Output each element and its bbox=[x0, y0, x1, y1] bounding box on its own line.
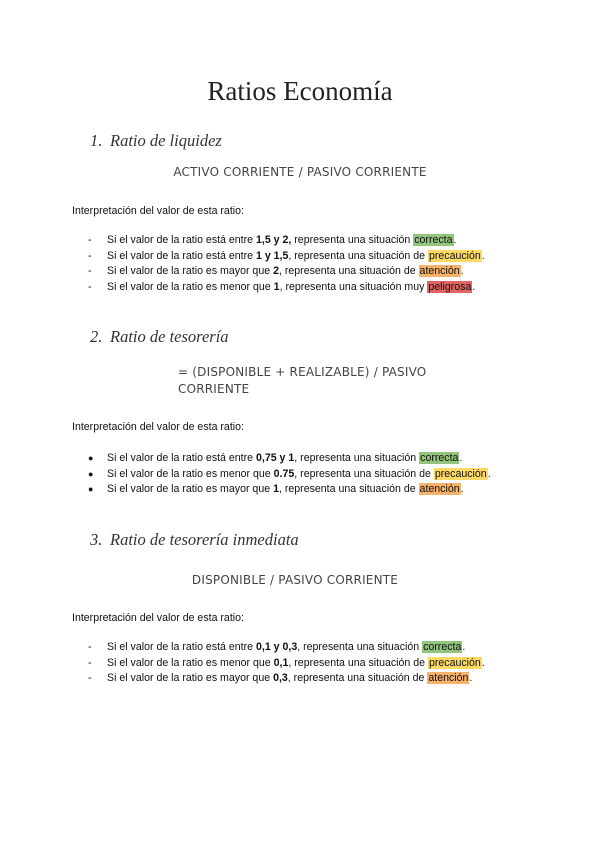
formula-line: = (DISPONIBLE + REALIZABLE) / PASIVO bbox=[178, 365, 427, 379]
section-heading-liquidez bbox=[90, 131, 222, 151]
formula-tesoreria-inmediata: DISPONIBLE / PASIVO CORRIENTE bbox=[191, 573, 399, 587]
item-text: , representa una situación de bbox=[278, 483, 419, 495]
list-item bbox=[88, 656, 485, 672]
list-marker: ● bbox=[88, 468, 94, 479]
item-value: 1 bbox=[273, 483, 279, 495]
list-marker: ● bbox=[88, 484, 94, 494]
item-value: 0,1 bbox=[273, 656, 289, 669]
item-text: , representa una situación bbox=[297, 641, 423, 653]
item-text: . bbox=[460, 265, 464, 277]
item-text: Si el valor de la ratio es mayor que bbox=[107, 672, 274, 684]
interpretation-intro: Interpretación del valor de esta ratio: bbox=[72, 612, 244, 624]
interpretation-list-tesoreria bbox=[88, 451, 491, 498]
list-item bbox=[88, 671, 485, 687]
section-heading-text: Ratio de tesorería bbox=[110, 327, 229, 346]
status-highlight: correcta bbox=[414, 234, 453, 246]
list-marker: - bbox=[88, 641, 92, 653]
formula-tesoreria bbox=[178, 364, 426, 398]
item-text: Si el valor de la ratio está entre bbox=[107, 452, 256, 464]
status-highlight: correcta bbox=[423, 641, 462, 653]
section-heading-text: Ratio de liquidez bbox=[110, 131, 222, 150]
item-value: 1 bbox=[273, 280, 280, 293]
interpretation-list-liquidez bbox=[88, 233, 485, 295]
item-text: . bbox=[459, 452, 463, 464]
interpretation-intro: Interpretación del valor de esta ratio: bbox=[72, 421, 244, 433]
list-item bbox=[88, 467, 491, 483]
item-text: Si el valor de la ratio está entre bbox=[107, 249, 256, 262]
status-highlight: atención bbox=[428, 672, 469, 684]
list-marker: ● bbox=[88, 453, 94, 463]
item-text: . bbox=[481, 249, 485, 262]
list-item bbox=[88, 640, 485, 656]
formula-line: CORRIENTE bbox=[178, 382, 250, 396]
list-marker: - bbox=[88, 234, 92, 246]
item-text: representa una situación bbox=[291, 234, 414, 246]
list-marker: - bbox=[88, 672, 92, 684]
section-number: 3. bbox=[90, 530, 103, 549]
item-value: 0,1 y 0,3 bbox=[255, 641, 298, 653]
status-highlight: correcta bbox=[420, 452, 459, 464]
item-text: Si el valor de la ratio está entre bbox=[107, 641, 256, 653]
item-text: . bbox=[472, 280, 476, 293]
item-text: . bbox=[487, 467, 491, 480]
item-text: . bbox=[462, 641, 466, 653]
formula-liquidez: ACTIVO CORRIENTE / PASIVO CORRIENTE bbox=[173, 165, 427, 179]
interpretation-list-tesoreria-inmediata bbox=[88, 640, 485, 687]
item-text: , representa una situación de bbox=[294, 467, 434, 480]
item-text: . bbox=[481, 656, 485, 669]
section-number: 2. bbox=[90, 327, 103, 346]
status-highlight: precaución bbox=[434, 467, 487, 480]
item-text: . bbox=[469, 672, 473, 684]
item-text: Si el valor de la ratio es mayor que bbox=[107, 265, 274, 277]
item-text: . bbox=[453, 234, 457, 246]
item-text: Si el valor de la ratio es menor que bbox=[107, 656, 274, 669]
item-text: Si el valor de la ratio es menor que bbox=[107, 280, 274, 293]
list-item bbox=[88, 482, 491, 498]
item-value: 1,5 y 2, bbox=[255, 234, 292, 246]
list-marker: - bbox=[88, 265, 92, 277]
list-marker: - bbox=[88, 280, 92, 293]
section-heading-text: Ratio de tesorería inmediata bbox=[110, 530, 299, 549]
section-number: 1. bbox=[90, 131, 103, 150]
status-highlight: precaución bbox=[428, 656, 481, 669]
section-heading-tesoreria-inmediata bbox=[90, 530, 299, 550]
item-value: 0,3 bbox=[273, 672, 288, 684]
document-title: Ratios Economía bbox=[207, 76, 393, 106]
item-text: Si el valor de la ratio está entre bbox=[107, 234, 256, 246]
list-item bbox=[88, 264, 485, 280]
list-marker: - bbox=[88, 249, 92, 262]
list-item bbox=[88, 280, 485, 296]
item-value: 1 y 1,5 bbox=[255, 249, 289, 262]
status-highlight: peligrosa bbox=[428, 280, 472, 293]
interpretation-intro: Interpretación del valor de esta ratio: bbox=[72, 205, 244, 217]
item-value: 2 bbox=[273, 265, 279, 277]
item-value: 0,75 y 1 bbox=[255, 452, 295, 464]
item-text: , representa una situación bbox=[294, 452, 420, 464]
item-text: , representa una situación de bbox=[288, 249, 428, 262]
item-text: , representa una situación de bbox=[278, 265, 419, 277]
item-text: , representa una situación muy bbox=[279, 280, 428, 293]
item-text: Si el valor de la ratio es menor que bbox=[107, 467, 274, 480]
item-text: . bbox=[460, 483, 464, 495]
section-heading-tesoreria bbox=[90, 327, 229, 347]
list-item bbox=[88, 233, 485, 249]
list-item bbox=[88, 249, 485, 265]
list-marker: - bbox=[88, 656, 92, 669]
item-text: , representa una situación de bbox=[288, 656, 428, 669]
status-highlight: precaución bbox=[428, 249, 481, 262]
list-item bbox=[88, 451, 491, 467]
item-text: , representa una situación de bbox=[287, 672, 428, 684]
item-value: 0.75 bbox=[273, 467, 295, 480]
status-highlight: atención bbox=[419, 483, 460, 495]
item-text: Si el valor de la ratio es mayor que bbox=[107, 483, 274, 495]
status-highlight: atención bbox=[419, 265, 460, 277]
